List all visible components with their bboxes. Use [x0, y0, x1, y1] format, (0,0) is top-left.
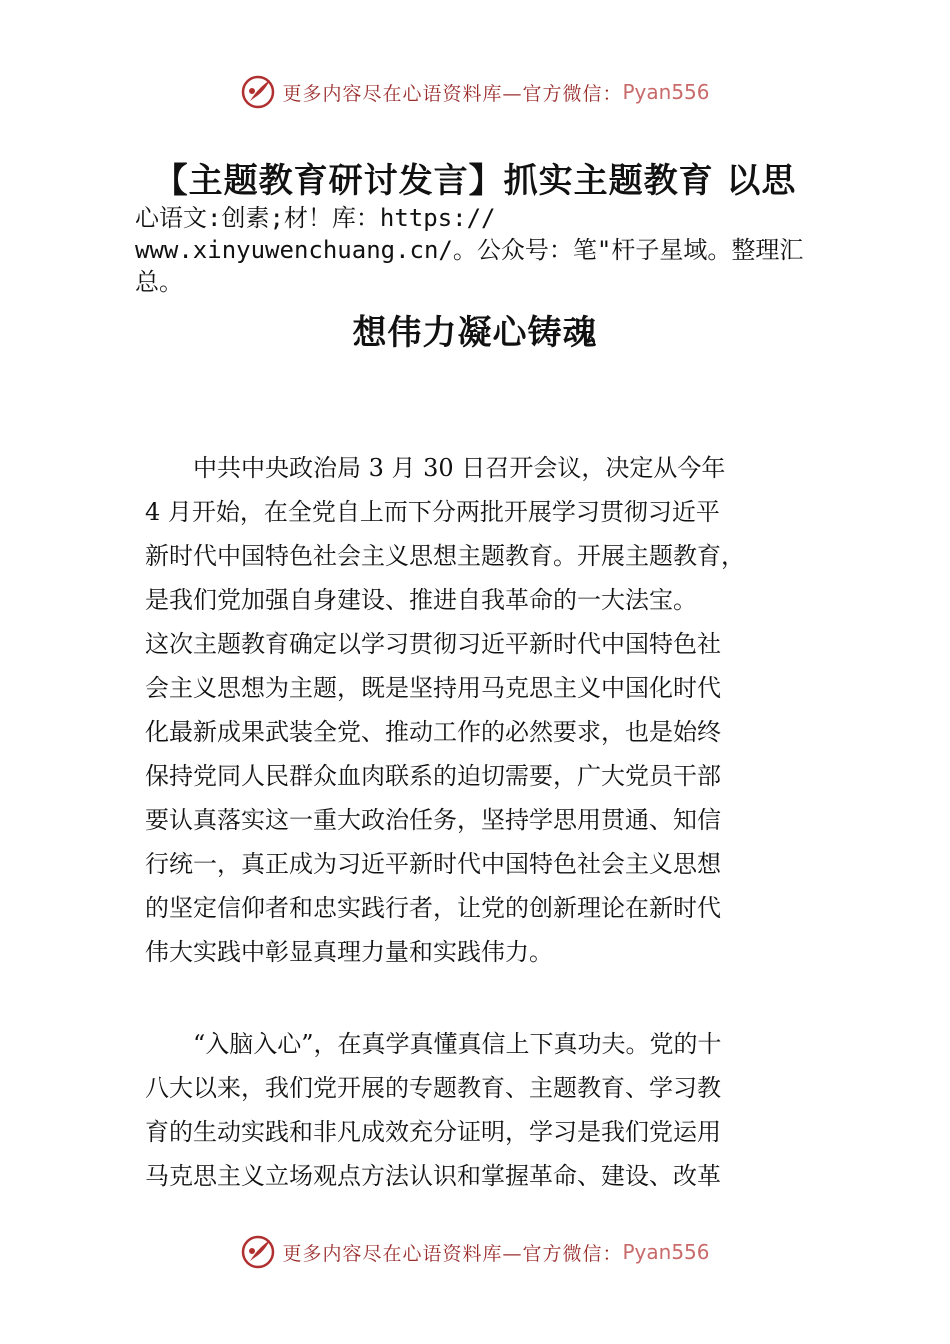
watermark-text: 更多内容尽在心语资料库—官方微信： [282, 82, 623, 105]
watermark-wechat-id: Pyan556 [622, 80, 710, 104]
text-line: 伟大实践中彰显真理力量和实践伟力。 [145, 938, 553, 966]
text-line: 化最新成果武装全党、推动工作的必然要求，也是始终 [145, 718, 721, 746]
text-line: 是我们党加强自身建设、推进自我革命的一大法宝。 [145, 586, 697, 614]
document-title-line1: 【主题教育研讨发言】抓实主题教育 以思 [153, 161, 797, 201]
footer-watermark [0, 1232, 950, 1272]
source-line: 心语文:创素;材！库：https:// [135, 204, 496, 232]
text-line: 中共中央政治局 3 月 30 日召开会议，决定从今年 [145, 454, 726, 482]
text-line: 保持党同人民群众血肉联系的迫切需要，广大党员干部 [145, 762, 721, 790]
text-line: 马克思主义立场观点方法认识和掌握革命、建设、改革 [145, 1162, 721, 1190]
document-title-line2: 想伟力凝心铸魂 [352, 313, 598, 353]
paragraph-2 [145, 1022, 835, 1198]
text-line: “入脑入心”，在真学真懂真信上下真功夫。党的十 [145, 1030, 722, 1058]
text-line: 这次主题教育确定以学习贯彻习近平新时代中国特色社 [145, 630, 721, 658]
quill-logo-icon [240, 1234, 276, 1270]
header-watermark [0, 72, 950, 112]
watermark-text: 更多内容尽在心语资料库—官方微信： [282, 1242, 623, 1265]
source-line: 总。 [135, 268, 183, 296]
text-line: 要认真落实这一重大政治任务，坚持学思用贯通、知信 [145, 806, 721, 834]
text-line: 新时代中国特色社会主义思想主题教育。开展主题教育， [145, 542, 745, 570]
text-line: 八大以来，我们党开展的专题教育、主题教育、学习教 [145, 1074, 721, 1102]
quill-logo-icon [240, 74, 276, 110]
source-note [135, 202, 835, 298]
watermark-wechat-id: Pyan556 [622, 1240, 710, 1264]
source-line: www.xinyuwenchuang.cn/。公众号：笔"杆子星域。整理汇 [135, 236, 804, 264]
paragraph-1 [145, 446, 835, 974]
text-line: 的坚定信仰者和忠实践行者，让党的创新理论在新时代 [145, 894, 721, 922]
text-line: 4 月开始，在全党自上而下分两批开展学习贯彻习近平 [145, 498, 720, 526]
text-line: 行统一，真正成为习近平新时代中国特色社会主义思想 [145, 850, 721, 878]
text-line: 育的生动实践和非凡成效充分证明，学习是我们党运用 [145, 1118, 721, 1146]
text-line: 会主义思想为主题，既是坚持用马克思主义中国化时代 [145, 674, 721, 702]
